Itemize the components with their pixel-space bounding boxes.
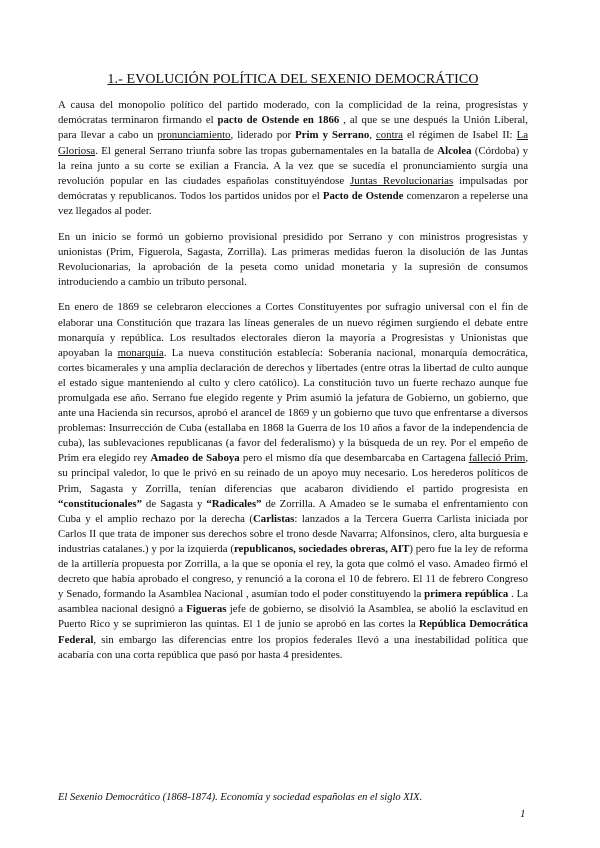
bold-term: primera república bbox=[424, 588, 509, 601]
section-title: 1.- EVOLUCIÓN POLÍTICA DEL SEXENIO DEMOCRÁTICO bbox=[107, 72, 479, 87]
bold-term: republicanos, sociedades obreras, AIT bbox=[233, 542, 410, 555]
underlined-term: pronunciamiento bbox=[157, 129, 231, 142]
underlined-term: monarquía bbox=[117, 346, 164, 359]
paragraph-3: En enero de 1869 se celebraron elecciones a Cortes Constituyentes por sufragio universal con el fin de elaborar una Constitución que trazara las líneas generales de un nuevo régimen surgiendo el debate entre monarquía y república. Los resultados electorales dieron la mayoría a Progresistas y Unionistas que apoyaban la monarquía. La nueva constitución establecía: Soberanía nacional, monarquía democrática, cortes bicamerales y una amplia declaración de derechos y libertades (entre otras la libertad de culto aunque el estado sigue manteniendo al culto y clero católico). La constitución tuvo un fuerte rechazo aunque fue promulgada ese año. Serrano fue elegido regente y Prim asumió la jefatura de Gobierno, un gobierno, que ante una Hacienda sin recursos, aprobó el arancel de 1869 y un gobierno que tuvo que enfrentarse a diversos problemas: Insurrección de Cuba (estallaba en 1868 la Guerra de los 10 años a favor de la independencia de cuba), las sublevaciones republicanas (a favor del federalismo) y la búsqueda de un rey. Por el empeño de Prim era elegido rey Amadeo de Saboya pero el mismo día que desembarcaba en Cartagena falleció Prim, su principal valedor, lo que le privó en su reinado de un apoyo muy necesario. Los herederos políticos de Prim, Sagasta y Zorrilla, tenían diferencias que acabaron dividiendo el partido progresista en “constitucionales” de Sagasta y “Radicales” de Zorrilla. A Amadeo se le sumaba el enfrentamiento con Cuba y el amplio rechazo por la derecha (Carlistas: lanzados a la Tercera Guerra Carlista iniciada por Carlos II que trata de imponer sus derechos sobre el trono desde Navarra; Alfonsinos, clero, alta burguesía e industrias catalanes.) y por la izquierda (republicanos, sociedades obreras, AIT) pero fue la ley de reforma de la artillería propuesta por Zorrilla, a la que se oponía el rey, la gota que colmó el vaso. Amadeo firmó el decreto que había aprobado el congreso, y renunció a la corona el 10 de febrero. El 11 de febrero Congreso y Senado, formando la Asamblea Nacional , asumían todo el poder constituyendo la primera república . La asamblea nacional designó a Figueras jefe de gobierno, se disolvió la Asamblea, se abolió la esclavitud en Puerto Rico y se suprimieron las quintas. El 1 de junio se aprobó en las cortes la República Democrática Federal, sin embargo las diferencias entre los propios federales llevó a una inestabilidad política que acabaría con una corta república que pasó por hasta 4 presidentes. bbox=[58, 301, 529, 661]
bold-term: República Democrática Federal bbox=[58, 618, 528, 646]
bold-term: “Radicales” bbox=[206, 497, 262, 510]
bold-term: Amadeo de Saboya bbox=[150, 452, 240, 465]
bold-term: pacto de Ostende en 1866 bbox=[217, 114, 340, 127]
bold-term: Alcolea bbox=[437, 144, 472, 157]
underlined-term: contra bbox=[375, 129, 403, 142]
paragraph-1: A causa del monopolio político del partido moderado, con la complicidad de la reina, progresistas y demócratas terminaron firmando el pacto de Ostende en 1866 , al que se une después la Unión Liberal, para llevar a cabo un pronunciamiento, liderado por Prim y Serrano, contra el régimen de Isabel II: La Gloriosa. El general Serrano triunfa sobre las tropas gubernamentales en la batalla de Alcolea (Córdoba) y la reina junto a su corte se exilian a Francia. A la vez que se sucedía el pronunciamiento surgía una revolución popular en las ciudades españolas constituyéndose Juntas Revolucionarias impulsadas por demócratas y republicanos. Todos los partidos unidos por el Pacto de Ostende comenzaron a repelerse una vez llegados al poder. bbox=[58, 99, 529, 218]
page-footer: El Sexenio Democrático (1868-1874). Economía y sociedad españolas en el siglo XIX. bbox=[58, 792, 423, 803]
bold-term: Pacto de Ostende bbox=[322, 190, 404, 203]
underlined-term: falleció Prim bbox=[468, 452, 526, 465]
document-page bbox=[58, 72, 528, 673]
paragraph-2: En un inicio se formó un gobierno provisional presidido por Serrano y con ministros progresistas y unionistas (Prim, Figuerola, Sagasta, Zorrilla). Las primeras medidas fueron la disolución de las Juntas Revolucionarias, la aprobación de la peseta como unidad monetaria y la supresión de consumos introduciendo a cambio un tributo personal. bbox=[58, 230, 528, 289]
bold-term: Carlistas bbox=[253, 512, 295, 525]
underlined-term: Juntas Revolucionarias bbox=[350, 175, 454, 188]
underlined-term: La Gloriosa bbox=[58, 129, 528, 157]
bold-term: Prim y Serrano bbox=[295, 129, 370, 142]
page-number: 1 bbox=[520, 808, 526, 820]
bold-term: “constitucionales” bbox=[58, 497, 142, 510]
bold-term: Figueras bbox=[186, 603, 227, 616]
